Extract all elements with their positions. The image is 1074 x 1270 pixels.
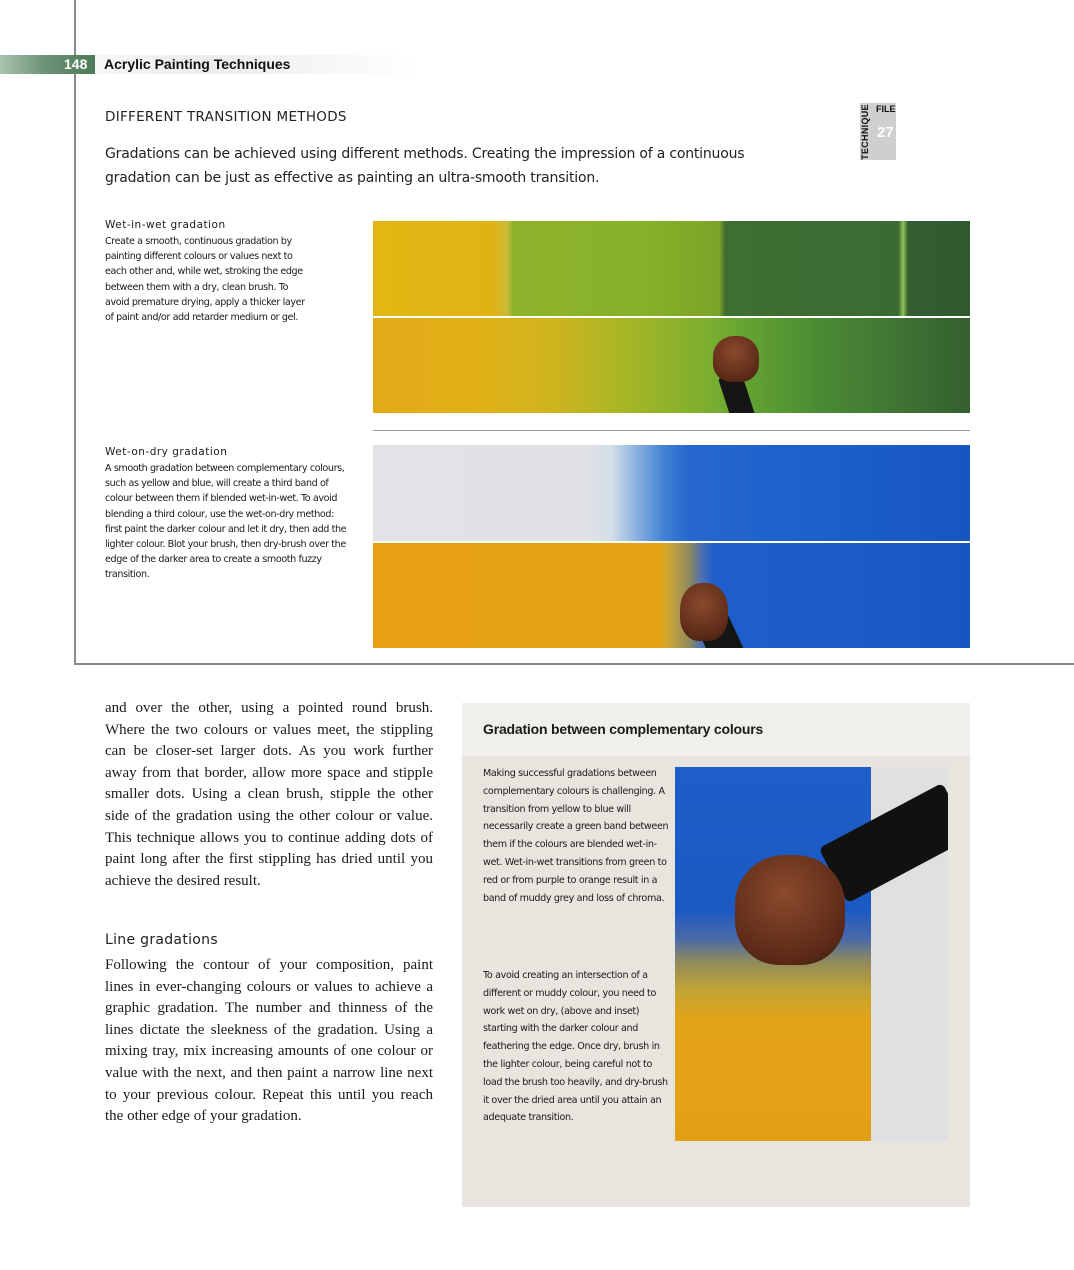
panel-paragraph-1: Making successful gradations between complementary colours is challenging. A transition from yellow to blue will necessarily create a green band between them if the colours are blended wet-in-wet. Wet-in-wet transitions from green to red or from purple to orange result in a band of muddy grey and loss of chroma. bbox=[483, 768, 669, 904]
page-frame-bottom bbox=[74, 663, 1074, 665]
example-title-wet-on-dry: Wet-on-dry gradation bbox=[105, 446, 228, 458]
brush-head-icon bbox=[735, 855, 845, 965]
wet-on-dry-photo-top bbox=[373, 445, 970, 541]
wet-in-wet-photo-top bbox=[373, 221, 970, 316]
technique-vertical-label: TECHNIQUE bbox=[860, 104, 870, 160]
panel-header bbox=[462, 703, 970, 756]
sidebar-panel bbox=[462, 703, 970, 1207]
brush-head-icon bbox=[680, 583, 728, 641]
panel-title: Gradation between complementary colours bbox=[483, 721, 764, 737]
section-divider bbox=[373, 430, 970, 431]
body-paragraph-1: and over the other, using a pointed round brush. Where the two colours or values meet, the stippling can be closer-set larger dots. As you work further away from that border, allow more space and stipple smaller dots. Using a clean brush, stipple the other side of the gradation using the other colour or value. This technique allows you to continue adding dots of paint long after the first stippling has dried until you achieve the desired result. bbox=[105, 700, 433, 889]
panel-paragraph-2: To avoid creating an intersection of a different or muddy colour, you need to work wet on dry, (above and inset) starting with the darker colour and feathering the edge. Once dry, brush in the lighter colour, being careful not to load the brush too heavily, and dry-brush it over the dried area until you attain an adequate transition. bbox=[483, 970, 668, 1124]
page-number: 148 bbox=[64, 56, 88, 72]
body-paragraph-2: Following the contour of your composition, paint lines in ever-changing colours or values to achieve a graphic gradation. The number and thinness of the lines dictate the sleekness of the gradation. Using a mixing tray, mix increasing amounts of one colour or value with the next, and then paint a narrow line next to your previous colour. Repeat this until you reach the other edge of your gradation. bbox=[105, 957, 433, 1125]
example-text-wet-on-dry: A smooth gradation between complementary colours, such as yellow and blue, will create a third band of colour between them if blended wet-in-wet. To avoid blending a third colour, use the wet-on-dry method: first paint the darker colour and let it dry, then add the lighter colour. Blot your brush, then dry-brush over the edge of the darker area to create a smooth fuzzy transition. bbox=[105, 463, 347, 581]
subheading-line-gradations: Line gradations bbox=[105, 932, 218, 948]
technique-vertical-label-wrap bbox=[858, 104, 872, 160]
brush-head-icon bbox=[713, 336, 759, 382]
wet-on-dry-photo-bottom bbox=[373, 543, 970, 648]
technique-file-number: 27 bbox=[877, 124, 894, 141]
example-text-wet-in-wet: Create a smooth, continuous gradation by painting different colours or values next to each other and, while wet, stroking the edge between them with a dry, clean brush. To avoid premature drying, apply a thicker layer of paint and/or add retarder medium or gel. bbox=[105, 236, 305, 324]
section-intro: Gradations can be achieved using different methods. Creating the impression of a continuous gradation can be just as effective as painting an ultra-smooth transition. bbox=[105, 146, 745, 186]
wet-in-wet-photo-bottom bbox=[373, 318, 970, 413]
panel-photo bbox=[675, 767, 948, 1141]
section-title: DIFFERENT TRANSITION METHODS bbox=[105, 109, 347, 125]
example-title-wet-in-wet: Wet-in-wet gradation bbox=[105, 219, 226, 231]
technique-file-label: FILE bbox=[876, 104, 896, 114]
page-frame-left bbox=[74, 0, 76, 665]
book-title: Acrylic Painting Techniques bbox=[104, 56, 291, 72]
